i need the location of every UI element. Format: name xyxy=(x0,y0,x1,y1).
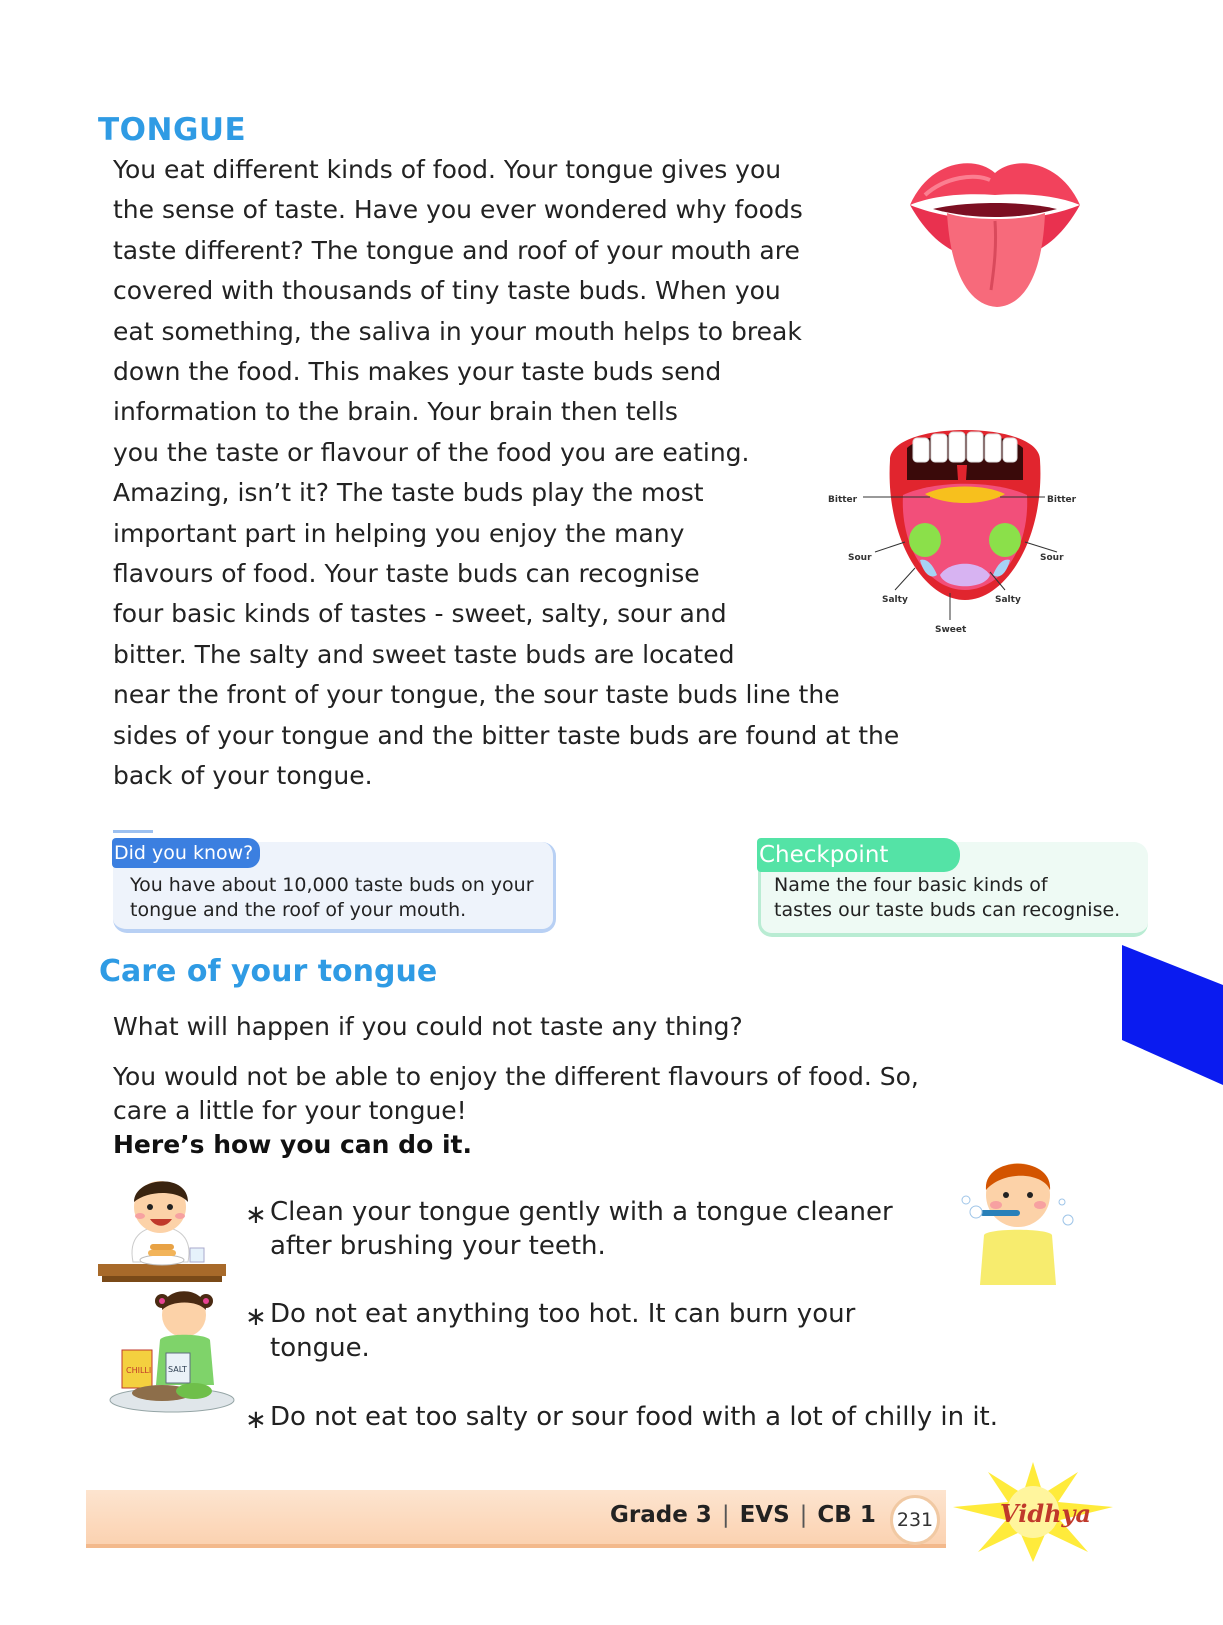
bullet-star: ∗ xyxy=(245,1405,267,1435)
care-answer-line: care a little for your tongue! xyxy=(113,1096,467,1125)
care-answer-line: You would not be able to enjoy the different flavours of food. So, xyxy=(113,1062,919,1091)
paragraph-line: the sense of taste. Have you ever wondered why foods xyxy=(113,195,803,224)
diagram-label-bitter-right: Bitter xyxy=(1047,495,1077,505)
paragraph-line: four basic kinds of tastes - sweet, salty, sour and xyxy=(113,599,727,628)
care-how-heading: Here’s how you can do it. xyxy=(113,1130,472,1159)
bullet-line: Clean your tongue gently with a tongue cleaner xyxy=(270,1197,893,1227)
did-you-know-line: You have about 10,000 taste buds on your xyxy=(130,874,534,896)
lips-tongue-illustration xyxy=(905,155,1085,315)
page-number: 231 xyxy=(890,1495,940,1545)
section-heading-tongue: TONGUE xyxy=(98,112,247,148)
diagram-label-bitter-left: Bitter xyxy=(828,495,858,505)
checkpoint-line: tastes our taste buds can recognise. xyxy=(774,899,1121,921)
diagram-label-sweet: Sweet xyxy=(935,625,967,635)
tongue-taste-map-diagram xyxy=(828,410,1095,650)
did-you-know-line: tongue and the roof of your mouth. xyxy=(130,899,467,921)
paragraph-line: sides of your tongue and the bitter taste buds are found at the xyxy=(113,721,900,750)
footer-separator: | xyxy=(721,1502,730,1528)
diagram-label-sour-left: Sour xyxy=(848,553,872,563)
checkpoint-title: Checkpoint xyxy=(757,838,960,872)
footer-grade: Grade 3 xyxy=(610,1502,712,1528)
paragraph-line: important part in helping you enjoy the many xyxy=(113,519,685,548)
bullet-line: Do not eat too salty or sour food with a lot of chilly in it. xyxy=(270,1402,999,1432)
bullet-star: ∗ xyxy=(245,1200,267,1230)
paragraph-line: taste different? The tongue and roof of your mouth are xyxy=(113,236,800,265)
footer-separator: | xyxy=(799,1502,808,1528)
section-heading-care: Care of your tongue xyxy=(99,954,438,989)
paragraph-line: Amazing, isn’t it? The taste buds play the most xyxy=(113,478,704,507)
bullet-star: ∗ xyxy=(245,1302,267,1332)
footer-text xyxy=(610,1502,876,1528)
chilli-packet-label: CHILLI xyxy=(126,1366,152,1375)
footer-book: CB 1 xyxy=(817,1502,876,1528)
paragraph-line: back of your tongue. xyxy=(113,761,373,790)
vidhya-logo xyxy=(948,1462,1118,1562)
diagram-label-sour-right: Sour xyxy=(1040,553,1064,563)
paragraph-line: eat something, the saliva in your mouth helps to break xyxy=(113,317,802,346)
did-you-know-title: Did you know? xyxy=(112,838,260,868)
footer-subject: EVS xyxy=(739,1502,790,1528)
girl-with-food-illustration xyxy=(102,1285,242,1425)
paragraph-line: flavours of food. Your taste buds can recognise xyxy=(113,559,700,588)
paragraph-line: information to the brain. Your brain then tells xyxy=(113,397,678,426)
diagram-label-salty-left: Salty xyxy=(882,595,908,605)
salt-packet-label: SALT xyxy=(168,1365,187,1374)
side-tab-marker xyxy=(1122,945,1223,1085)
checkpoint-line: Name the four basic kinds of xyxy=(774,874,1048,896)
paragraph-line: near the front of your tongue, the sour taste buds line the xyxy=(113,680,840,709)
paragraph-line: you the taste or flavour of the food you are eating. xyxy=(113,438,750,467)
boy-brushing-illustration xyxy=(958,1150,1088,1300)
paragraph-line: You eat different kinds of food. Your tongue gives you xyxy=(113,155,782,184)
care-question: What will happen if you could not taste any thing? xyxy=(113,1012,743,1041)
paragraph-line: covered with thousands of tiny taste buds. When you xyxy=(113,276,781,305)
paragraph-line: down the food. This makes your taste buds send xyxy=(113,357,722,386)
diagram-label-salty-right: Salty xyxy=(995,595,1021,605)
bullet-line: tongue. xyxy=(270,1333,370,1363)
bullet-line: after brushing your teeth. xyxy=(270,1231,606,1261)
bullet-line: Do not eat anything too hot. It can burn your xyxy=(270,1299,856,1329)
boy-eating-illustration xyxy=(98,1172,228,1290)
callout-accent-line xyxy=(113,830,153,833)
paragraph-line: bitter. The salty and sweet taste buds are located xyxy=(113,640,735,669)
logo-text: Vidhya xyxy=(1000,1499,1092,1528)
